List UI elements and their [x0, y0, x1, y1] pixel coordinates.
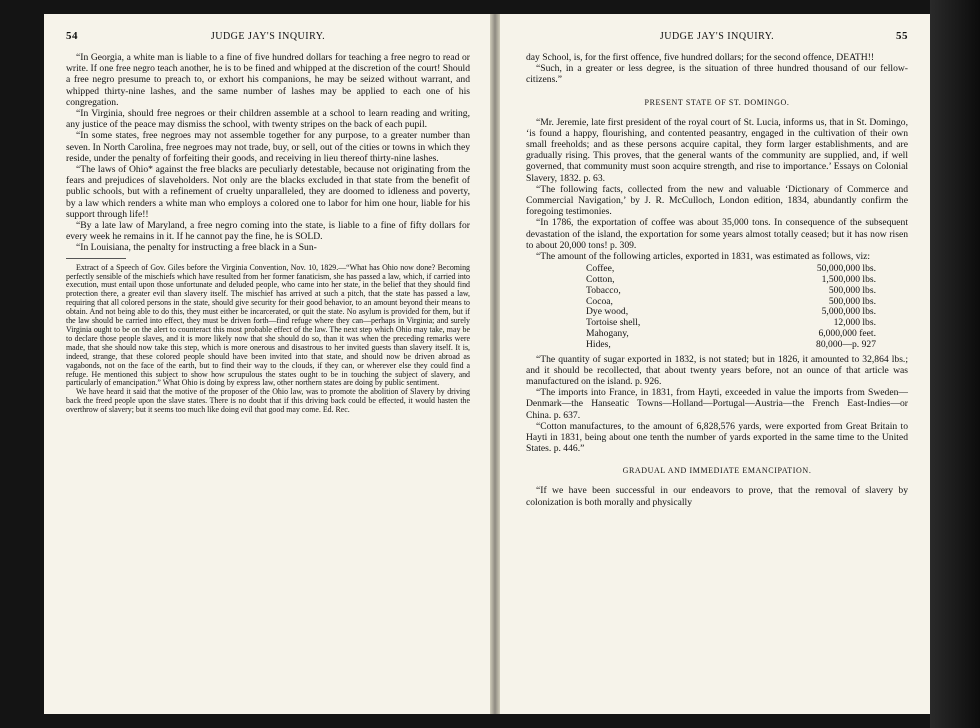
section-heading: GRADUAL AND IMMEDIATE EMANCIPATION. — [622, 466, 812, 476]
paragraph: “If we have been successful in our endeavors to prove, that the removal of slavery by colonization is both morally and physically — [526, 485, 908, 508]
table-row: Hides, 80,000—p. 927 — [586, 338, 876, 350]
running-head-title: JUDGE JAY'S INQUIRY. — [210, 31, 326, 42]
running-head-title: JUDGE JAY'S INQUIRY. — [659, 31, 775, 42]
section-heading: PRESENT STATE OF ST. DOMINGO. — [644, 97, 790, 107]
paragraph: “The laws of Ohio* against the free blacks are peculiarly detestable, because not originating from the fears and prejudices of slaveholders. Not only are the blacks excluded in that state from the benefit of public schools, but with a refinement of cruelty unparalleled, they are doomed to idleness and poverty, by a law which renders a white man who employs a colored one to labor for him one hour, liable for his support through life!! — [66, 164, 470, 220]
footnote — [66, 264, 470, 415]
footnote-paragraph: Extract of a Speech of Gov. Giles before the Virginia Convention, Nov. 10, 1829.—“What has Ohio now done? Becoming perfectly sensible of the mischiefs which have resulted from her former fanaticism, she has passed a law, which, if carried into execution, must entail upon those unfortunate and deluded people, who came into her state, in the belief that they should find protection there, a greater evil than slavery itself. The mischief has arrived at such a pitch, that the state has passed a law, requiring that all colored persons in the state, should give security for their good behavior, to an amount beyond their means to obtain. And not being able to do this, they must either be incarcerated, or quit the state. No asylum is provided for them, but if the law should be carried into effect, they must be driven forth—find refuge where they can—perhaps in Virginia; and surely Virginia ought to be on the alert to counteract this most probable effect of the law. The next step which Ohio may take, may be to declare those people slaves, and it is more likely now that she should do so, than it was when the preceding remarks were made, that she should now take this step, which is more onerous and disastrous to her invited guests than slavery itself. It is, indeed, strange, that these colored people should have been invited into that state, and should now be driven abroad as vagabonds, not on the face of the earth, but to find their way to the clouds, if they can, or wherever else they could find a refuge. He mentioned this subject to show how scrupulous the states ought to be in touching the subject of slavery, and particularly of emancipation.” What Ohio is doing by express law, other northern states are doing by public sentiment. — [66, 262, 470, 388]
paragraph: “In Georgia, a white man is liable to a fine of five hundred dollars for teaching a free negro to read or write. If one free negro teach another, he is to be fined and whipped at the discretion of the court! Should a free negro presume to preach to, or exhort his companions, he may be seized without warrant, and whipped thirty-nine lashes, and the same number of lashes may be applied to each one of his congregation. — [66, 52, 470, 108]
paragraph: “In Louisiana, the penalty for instructing a free black in a Sun- — [76, 242, 317, 254]
table-row: Cocoa, 500,000 lbs. — [586, 295, 876, 307]
table-row: Mahogany, 6,000,000 feet. — [586, 328, 876, 340]
paragraph: “Cotton manufactures, to the amount of 6,828,576 yards, were exported from Great Britain to Hayti in 1831, being about one tenth the number of yards exported in the same time to the United States. p. 446.” — [526, 420, 908, 455]
table-row: Tortoise shell, 12,000 lbs. — [586, 317, 876, 329]
table-row: Coffee, 50,000,000 lbs. — [586, 263, 876, 275]
paragraph: day School, is, for the first offence, five hundred dollars; for the second offence, DEATH!! — [526, 52, 875, 63]
paragraph: “In Virginia, should free negroes or their children assemble at a school to learn reading and writing, any justice of the peace may dismiss the school, with twenty stripes on the back of each pupil. — [66, 108, 470, 131]
table-row: Cotton, 1,500,000 lbs. — [586, 274, 876, 286]
paragraph: “In 1786, the exportation of coffee was about 35,000 tons. In consequence of the subsequent devastation of the island, the exportation for some years almost totally ceased; but it has now risen to about 20,000 tons! p. 309. — [526, 217, 908, 251]
paragraph: “Mr. Jeremie, late first president of the royal court of St. Lucia, informs us, that in St. Domingo, ‘is found a happy, flourishing, and contented peasantry, engaged in the cultivation of their own small freeholds; and as these persons acquire capital, they form larger establishments, and are gradually rising. This proves, that the general wants of the community are supplied, and, if well governed, that community must soon acquire strength, and rise to importance.’ Essays on Colonial Slavery, 1832. p. 63. — [526, 116, 908, 184]
paragraph: “The following facts, collected from the new and valuable ‘Dictionary of Commerce and Commercial Navigation,’ by J. R. McCulloch, London edition, 1834, abundantly confirm the foregoing testimonies. — [526, 183, 908, 218]
right-page — [500, 14, 930, 714]
paragraph: “The imports into France, in 1831, from Hayti, exceeded in value the imports from Sweden—Denmark—the Hanseatic Towns—Holland—Portugal—Austria—the French East-Indies—or China. p. 637. — [526, 387, 908, 421]
left-running-head — [66, 30, 470, 42]
book-gutter — [490, 14, 500, 714]
paragraph: “The amount of the following articles, exported in 1831, was estimated as follows, viz: — [536, 251, 871, 263]
table-row: Dye wood, 5,000,000 lbs. — [586, 306, 876, 318]
right-running-head — [526, 30, 908, 42]
paragraph: “By a late law of Maryland, a free negro coming into the state, is liable to a fine of fifty dollars for every week he remains in it. If he cannot pay the fine, he is SOLD. — [66, 220, 470, 243]
paragraph: “Such, in a greater or less degree, is the situation of three hundred thousand of our fellow-citizens.” — [526, 63, 908, 86]
footnote-rule — [66, 258, 126, 259]
left-page — [44, 14, 490, 714]
page-number: 55 — [896, 30, 908, 42]
paragraph: “The quantity of sugar exported in 1832, is not stated; but in 1826, it amounted to 32,864 lbs.; and it should be recollected, that about twenty years before, not an ounce of that article was manufactured on the island. p. 926. — [526, 353, 908, 388]
footnote-paragraph: We have heard it said that the motive of the proposer of the Ohio law, was to promote the abolition of Slavery by driving back the freed people upon the slave states. There is no doubt that if this driving back could be effected, it would hasten the overthrow of slavery; but it seems too much like doing evil that good may come. Ed. Rec. — [66, 387, 470, 415]
paragraph: “In some states, free negroes may not assemble together for any purpose, to a greater number than seven. In North Carolina, free negroes may not trade, buy, or sell, out of the cities or towns in which they reside, under the penalty of forfeiting their goods, and receiving in lieu thereof thirty-nine lashes. — [66, 130, 470, 164]
exports-table — [586, 264, 876, 350]
table-row: Tobacco, 500,000 lbs. — [586, 284, 876, 296]
scan-background-edge — [930, 0, 980, 728]
page-number: 54 — [66, 30, 78, 42]
